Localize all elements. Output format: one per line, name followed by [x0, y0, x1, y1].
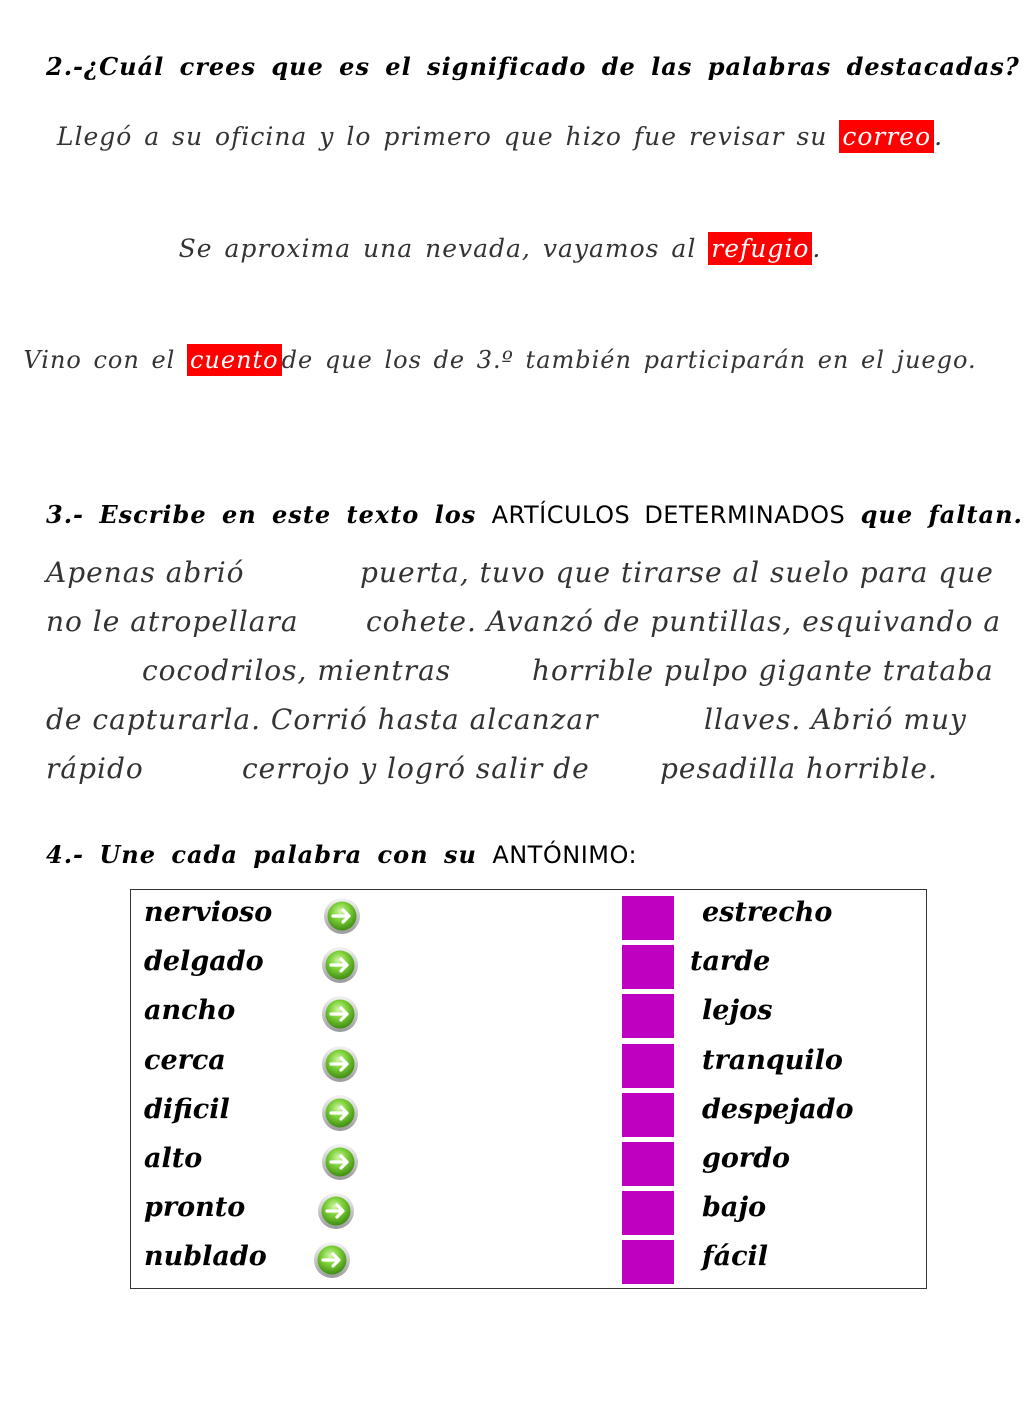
answer-drop-slot[interactable]: [622, 994, 674, 1038]
cloze-line-2: [46, 605, 1002, 645]
heading-caps: ARTÍCULOS DETERMINADOS: [491, 501, 846, 529]
cloze-text: pesadilla horrible.: [660, 752, 938, 785]
arrow-right-icon[interactable]: [317, 1192, 355, 1230]
left-word: nervioso: [144, 897, 273, 928]
answer-drop-slot[interactable]: [622, 1044, 674, 1088]
cloze-line-1: [46, 556, 994, 596]
highlighted-word: refugio: [708, 232, 812, 265]
cloze-line-5: [46, 752, 954, 792]
highlighted-word: cuento: [187, 344, 282, 376]
right-word: fácil: [702, 1241, 769, 1273]
cloze-text: Apenas abrió: [46, 556, 245, 589]
right-word: estrecho: [702, 897, 833, 928]
q2-sentence-2: [0, 234, 1000, 263]
heading-text: que faltan.: [845, 500, 1023, 529]
arrow-right-icon[interactable]: [321, 1094, 359, 1132]
left-word: nublado: [144, 1241, 267, 1273]
arrow-right-icon[interactable]: [313, 1241, 351, 1279]
answer-drop-slot[interactable]: [622, 1240, 674, 1284]
heading-caps: ANTÓNIMO:: [492, 841, 638, 869]
left-word: dificil: [144, 1093, 230, 1125]
right-word: gordo: [702, 1143, 791, 1174]
arrow-right-icon[interactable]: [321, 995, 359, 1033]
answer-drop-slot[interactable]: [622, 896, 674, 940]
left-word: delgado: [144, 946, 264, 978]
cloze-text: puerta, tuvo que tirarse al suelo para que: [360, 556, 994, 589]
sentence-text: Vino con el: [23, 346, 187, 374]
cloze-text: horrible pulpo gigante trataba: [532, 654, 994, 687]
cloze-text: cohete. Avanzó de puntillas, esquivando a: [366, 605, 1002, 638]
cloze-text: rápido: [46, 752, 144, 785]
right-word: tarde: [690, 946, 771, 978]
left-word: alto: [144, 1143, 203, 1174]
cloze-text: cocodrilos, mientras: [142, 654, 452, 687]
answer-drop-slot[interactable]: [622, 1191, 674, 1235]
heading-text: 4.- Une cada palabra con su: [46, 840, 493, 869]
arrow-right-icon[interactable]: [321, 1045, 359, 1083]
sentence-text: Se aproxima una nevada, vayamos al: [178, 234, 709, 263]
arrow-right-icon[interactable]: [321, 946, 359, 984]
cloze-text: cerrojo y logró salir de: [242, 752, 590, 785]
heading-text: 3.- Escribe en este texto los: [46, 500, 492, 529]
sentence-text: Llegó a su oficina y lo primero que hizo fue revisar su: [56, 122, 840, 151]
right-word: despejado: [702, 1093, 854, 1125]
sentence-text: .: [934, 122, 944, 151]
right-word: bajo: [702, 1192, 767, 1224]
q2-sentence-3: [0, 346, 1000, 374]
cloze-line-4: [46, 703, 967, 743]
cloze-text: llaves. Abrió muy: [704, 703, 967, 736]
highlighted-word: correo: [839, 120, 934, 153]
cloze-line-3: [46, 654, 994, 694]
left-word: cerca: [144, 1044, 226, 1076]
answer-drop-slot[interactable]: [622, 1142, 674, 1186]
cloze-text: no le atropellara: [46, 605, 299, 638]
q2-sentence-1: [0, 122, 1000, 151]
left-word: ancho: [144, 995, 236, 1027]
cloze-text: de capturarla. Corrió hasta alcanzar: [46, 703, 599, 736]
right-word: tranquilo: [702, 1044, 843, 1076]
right-word: lejos: [702, 995, 773, 1027]
q4-heading: [46, 840, 637, 869]
q2-heading: 2.-¿Cuál crees que es el significado de las palabras destacadas?: [46, 52, 1020, 81]
arrow-right-icon[interactable]: [321, 1143, 359, 1181]
answer-drop-slot[interactable]: [622, 945, 674, 989]
sentence-text: de que los de 3.º también participarán en el juego.: [281, 346, 977, 374]
answer-drop-slot[interactable]: [622, 1093, 674, 1137]
left-word: pronto: [144, 1192, 246, 1224]
arrow-right-icon[interactable]: [323, 897, 361, 935]
sentence-text: .: [812, 234, 822, 263]
q3-heading: [46, 500, 1023, 529]
